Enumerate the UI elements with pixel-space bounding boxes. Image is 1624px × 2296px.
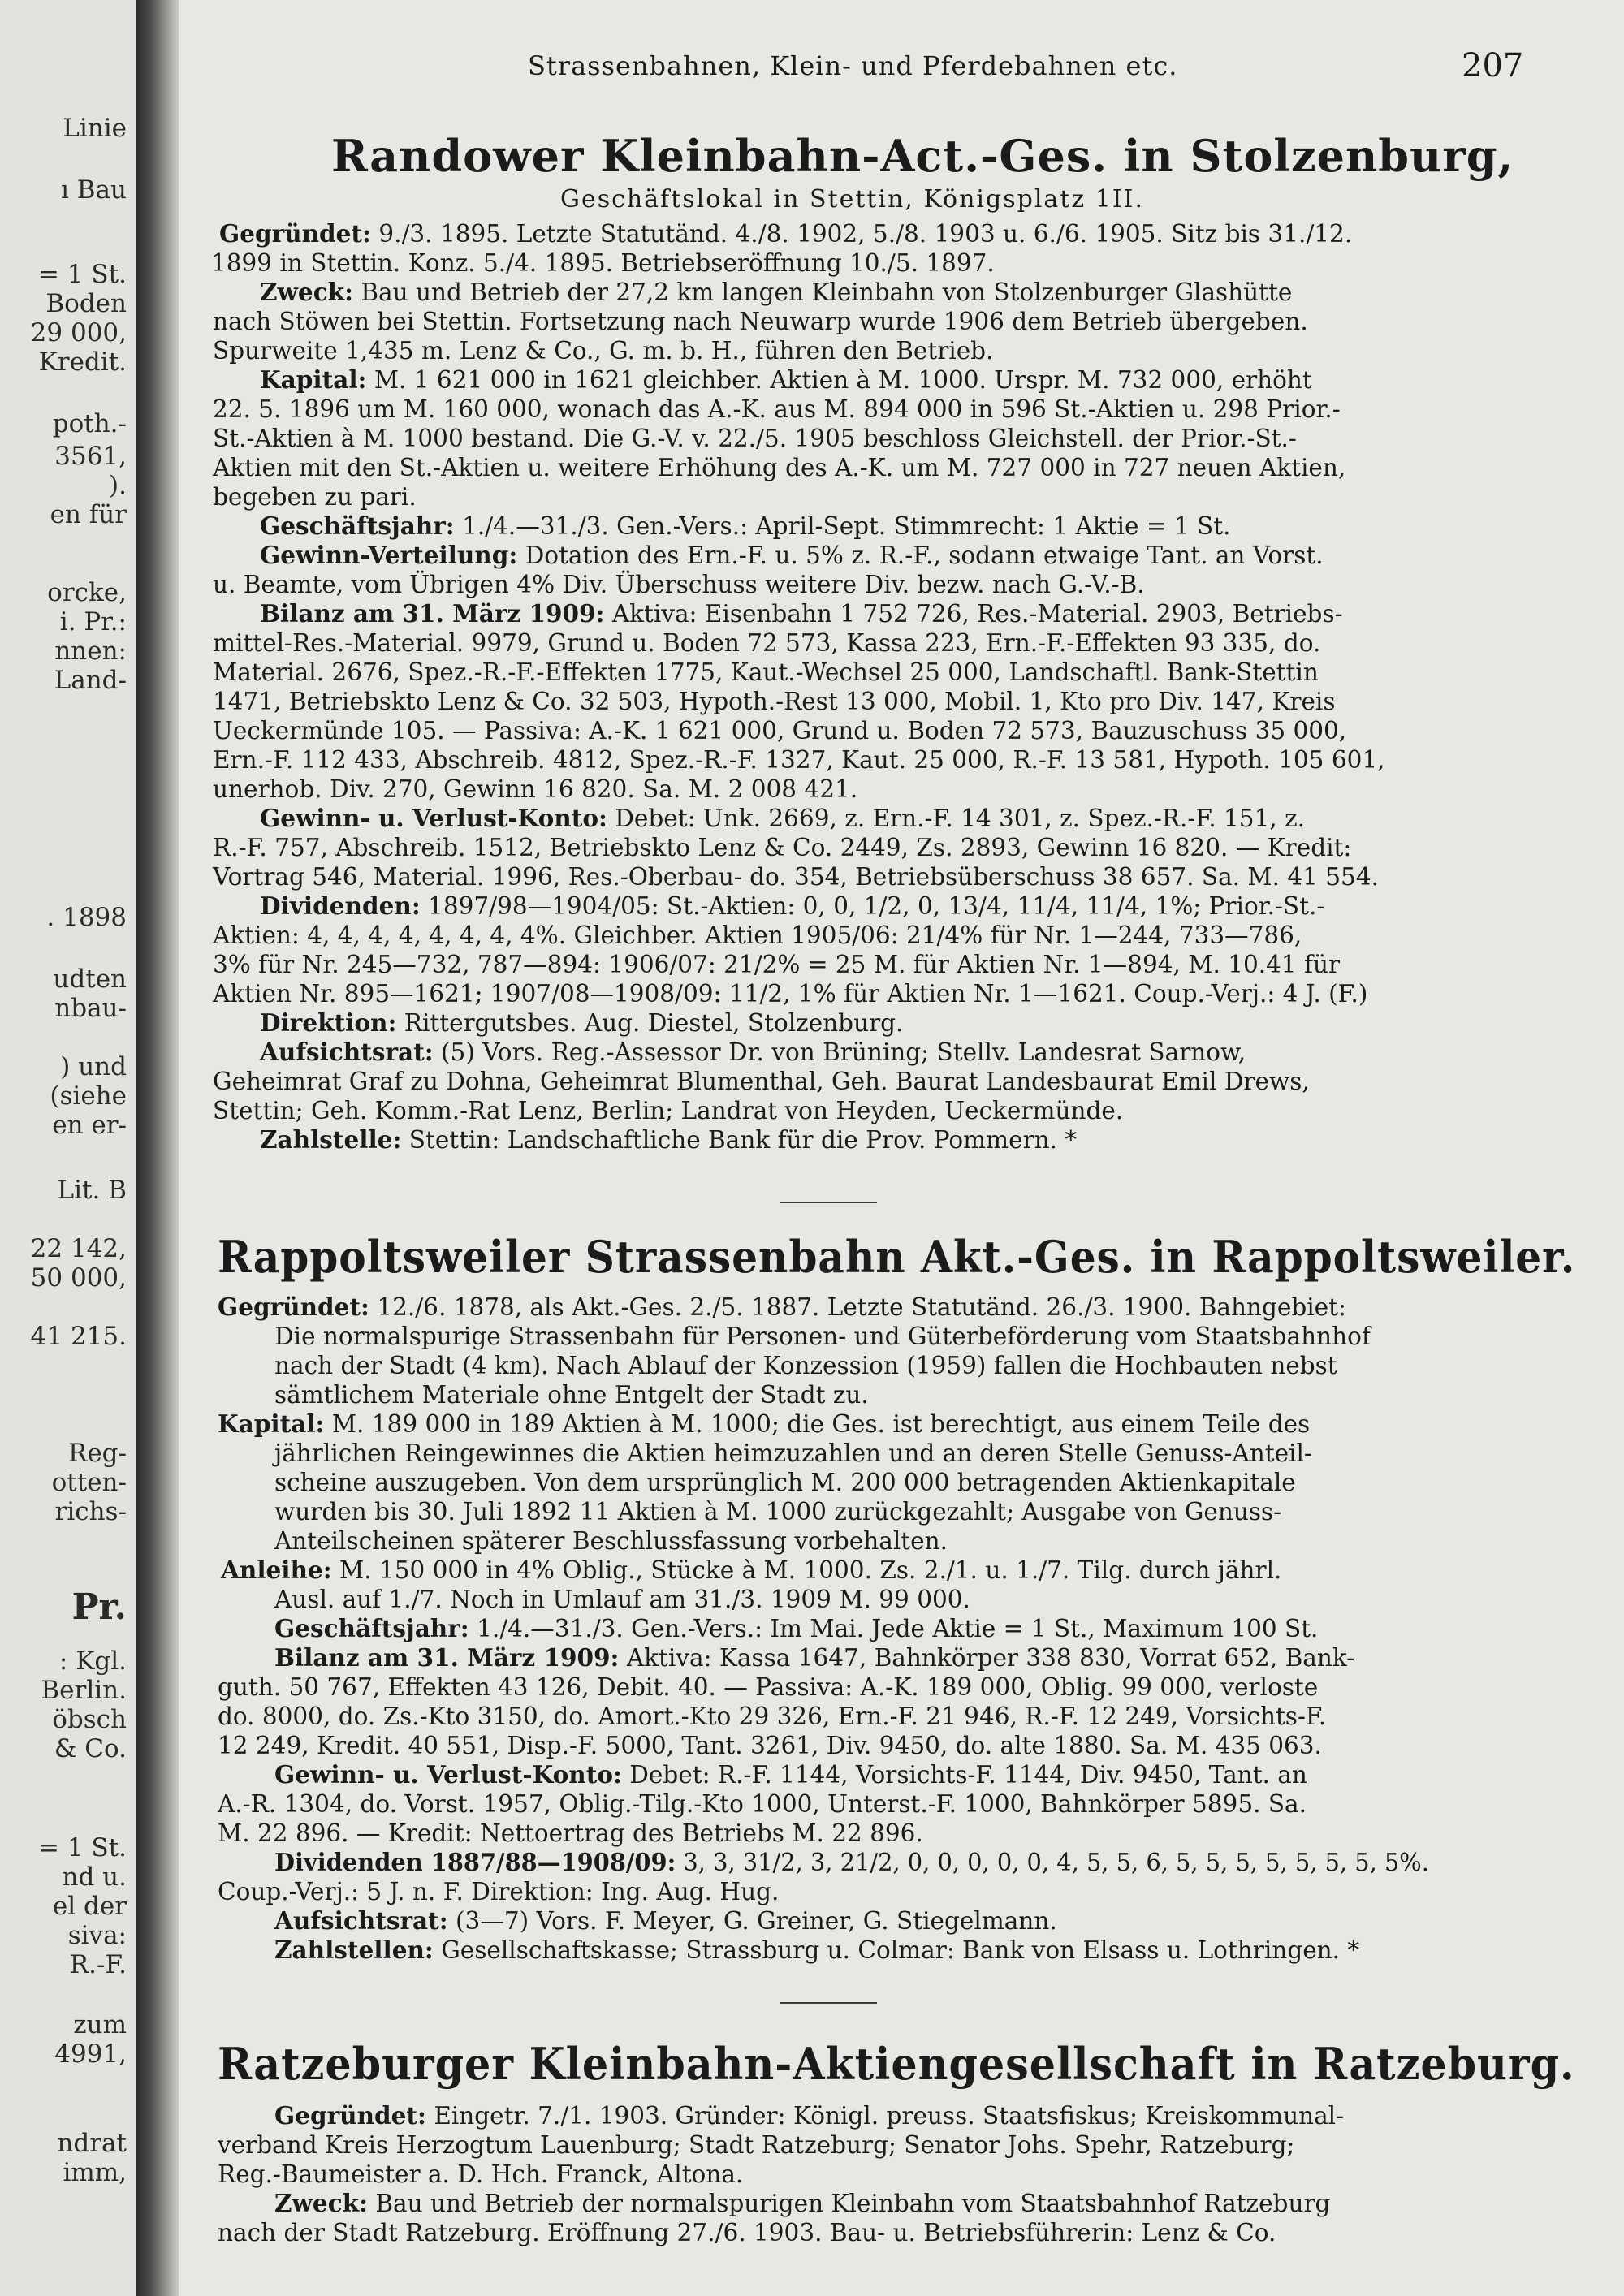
left-margin-line: nd u. [62, 1862, 127, 1892]
field-text: Stettin; Geh. Komm.-Rat Lenz, Berlin; Landrat von Heyden, Ueckermünde. [213, 1097, 1124, 1124]
body-line [213, 424, 1297, 453]
body-line [218, 1672, 1318, 1702]
field-label: Kapital: [218, 1409, 325, 1438]
left-margin-line: (siehe [50, 1081, 127, 1111]
field-label: Zweck: [274, 2189, 368, 2217]
field-text: begeben zu pari. [213, 483, 417, 511]
body-line [213, 950, 1340, 979]
company-heading: Ratzeburger Kleinbahn-Aktiengesellschaft in Ratzeburg. [218, 2038, 1575, 2090]
field-text: 9./3. 1895. Letzte Statutänd. 4./8. 1902, 5./8. 1903 u. 6./6. 1905. Sitz bis 31./12. [370, 220, 1353, 248]
field-text: M. 150 000 in 4% Oblig., Stücke à M. 1000. Zs. 2./1. u. 1./7. Tilg. durch jährl. [331, 1556, 1282, 1584]
section-divider [780, 1202, 877, 1203]
field-text: jährlichen Reingewinnes die Aktien heimzuzahlen und an deren Stelle Genuss-Anteil- [274, 1439, 1312, 1467]
left-margin-line: otten- [51, 1468, 127, 1497]
left-margin-line: richs- [54, 1497, 127, 1526]
field-text: Vortrag 546, Material. 1996, Res.-Oberbau- do. 354, Betriebsüberschuss 38 657. Sa. M. 41 554. [213, 863, 1379, 891]
field-text: Ausl. auf 1./7. Noch in Umlauf am 31./3. 1909 M. 99 000. [274, 1586, 970, 1613]
field-text: St.-Aktien à M. 1000 bestand. Die G.-V. v. 22./5. 1905 beschloss Gleichstell. der Prior.-St.- [213, 425, 1297, 452]
body-line [213, 979, 1367, 1008]
field-text: do. 8000, do. Zs.-Kto 3150, do. Amort.-Kto 29 326, Ern.-F. 21 946, R.-F. 12 249, Vorsichts-F. [218, 1703, 1327, 1730]
field-text: Spurweite 1,435 m. Lenz & Co., G. m. b. H., führen den Betrieb. [213, 337, 994, 365]
field-label: Gewinn-Verteilung: [260, 541, 518, 569]
body-line [274, 1614, 1318, 1643]
field-text: unerhob. Div. 270, Gewinn 16 820. Sa. M. 2 008 421. [213, 775, 858, 803]
left-margin-line: nbau- [54, 994, 127, 1023]
left-margin-line: : Kgl. [58, 1646, 127, 1676]
body-line [213, 687, 1336, 716]
field-text: Aktien mit den St.-Aktien u. weitere Erhöhung des A.-K. um M. 727 000 in 727 neuen Aktien, [213, 454, 1346, 481]
field-text: A.-R. 1304, do. Vorst. 1957, Oblig.-Tilg.-Kto 1000, Unterst.-F. 1000, Bahnkörper 5895. Sa. [218, 1790, 1307, 1818]
left-margin-line: R.-F. [69, 1950, 127, 1979]
field-text: Aktiva: Eisenbahn 1 752 726, Res.-Material. 2903, Betriebs- [604, 600, 1343, 628]
body-line [219, 219, 1352, 248]
left-margin-line: ). [109, 471, 127, 500]
body-line [274, 1848, 1429, 1877]
body-line [274, 2189, 1330, 2218]
body-line [218, 2218, 1276, 2247]
field-text: nach der Stadt (4 km). Nach Ablauf der Konzession (1959) fallen die Hochbauten nebst [274, 1352, 1337, 1379]
body-line [218, 1877, 779, 1906]
body-line [260, 365, 1312, 395]
left-margin-line: nnen: [54, 637, 127, 666]
body-line [260, 804, 1305, 833]
left-margin-line: 50 000, [30, 1263, 127, 1293]
body-line [260, 278, 1292, 307]
field-text: Gesellschaftskasse; Strassburg u. Colmar: Bank von Elsass u. Lothringen. * [433, 1936, 1360, 1964]
body-line [218, 1409, 1310, 1439]
left-margin-line: ı Bau [61, 175, 127, 205]
body-line [218, 2130, 1294, 2160]
company-heading: Randower Kleinbahn-Act.-Ges. in Stolzenburg, [331, 130, 1514, 182]
field-text: nach der Stadt Ratzeburg. Eröffnung 27./6. 1903. Bau- u. Betriebsführerin: Lenz & Co. [218, 2219, 1276, 2246]
body-line [213, 833, 1351, 862]
left-margin-line: Reg- [67, 1439, 127, 1468]
field-label: Gegründet: [219, 219, 371, 248]
field-text: nach Stöwen bei Stettin. Fortsetzung nach Neuwarp wurde 1906 dem Betrieb übergeben. [213, 308, 1308, 335]
left-page-fragment [0, 0, 136, 2296]
body-line [213, 775, 857, 804]
body-line [218, 2160, 743, 2189]
left-margin-line: Boden [45, 289, 127, 318]
field-text: Aktien: 4, 4, 4, 4, 4, 4, 4, 4%. Gleichber. Aktien 1905/06: 21/4% für Nr. 1—244, 733—786, [213, 921, 1302, 949]
left-margin-line: poth.- [52, 409, 127, 438]
field-label: Bilanz am 31. März 1909: [260, 599, 605, 628]
body-line [274, 1322, 1371, 1351]
body-line [274, 2101, 1344, 2130]
body-line [260, 511, 1231, 541]
body-line [213, 628, 1320, 658]
body-line [213, 395, 1341, 424]
body-line [260, 599, 1343, 628]
body-line [274, 1585, 970, 1614]
left-margin-line: zum [73, 2010, 127, 2039]
page-number: 207 [1462, 47, 1524, 84]
field-label: Gegründet: [274, 2101, 426, 2130]
left-margin-line: Lit. B [57, 1176, 127, 1205]
left-margin-line: Berlin. [41, 1676, 127, 1705]
field-text: Eingetr. 7./1. 1903. Gründer: Königl. preuss. Staatsfiskus; Kreiskommunal- [425, 2102, 1345, 2130]
field-text: mittel-Res.-Material. 9979, Grund u. Boden 72 573, Kassa 223, Ern.-F.-Effekten 93 335, do. [213, 629, 1321, 657]
body-line [213, 1096, 1123, 1125]
left-margin-line: en für [50, 500, 127, 529]
left-margin-line: 3561, [54, 442, 127, 471]
field-text: Aktien Nr. 895—1621; 1907/08—1908/09: 11/2, 1% für Aktien Nr. 1—1621. Coup.-Verj.: 4 J. (F.) [213, 980, 1368, 1008]
field-text: M. 1 621 000 in 1621 gleichber. Aktien à M. 1000. Urspr. M. 732 000, erhöht [366, 366, 1312, 394]
left-margin-line: 4991, [54, 2039, 127, 2069]
field-text: Rittergutsbes. Aug. Diestel, Stolzenburg. [396, 1009, 904, 1037]
field-text: Anteilscheinen späterer Beschlussfassung vorbehalten. [274, 1527, 948, 1555]
field-text: Aktiva: Kassa 1647, Bahnkörper 338 830, Vorrat 652, Bank- [619, 1644, 1355, 1672]
field-label: Zahlstellen: [274, 1936, 434, 1964]
field-text: Material. 2676, Spez.-R.-F.-Effekten 1775, Kaut.-Wechsel 25 000, Landschaftl. Bank-Stettin [213, 658, 1319, 686]
field-label: Anleihe: [221, 1556, 332, 1584]
page [179, 0, 1624, 2296]
left-margin-line: 22 142, [30, 1234, 127, 1263]
field-text: verband Kreis Herzogtum Lauenburg; Stadt Ratzeburg; Senator Johs. Spehr, Ratzeburg; [218, 2131, 1295, 2159]
field-text: 1471, Betriebskto Lenz & Co. 32 503, Hypoth.-Rest 13 000, Mobil. 1, Kto pro Div. 147, Kreis [213, 688, 1336, 715]
field-label: Gegründet: [218, 1293, 369, 1321]
field-text: Ern.-F. 112 433, Abschreib. 4812, Spez.-R.-F. 1327, Kaut. 25 000, R.-F. 13 581, Hypoth. 105 601, [213, 746, 1385, 774]
field-text: sämtlichem Materiale ohne Entgelt der Stadt zu. [274, 1381, 869, 1409]
field-text: 12./6. 1878, als Akt.-Ges. 2./5. 1887. Letzte Statutänd. 26./3. 1900. Bahngebiet: [369, 1293, 1346, 1321]
body-line [218, 1731, 1322, 1760]
field-label: Dividenden: [260, 891, 421, 920]
field-text: 1./4.—31./3. Gen.-Vers.: April-Sept. Stimmrecht: 1 Aktie = 1 St. [454, 512, 1231, 540]
body-line [260, 891, 1324, 921]
field-text: 1897/98—1904/05: St.-Aktien: 0, 0, 1/2, 0, 13/4, 11/4, 11/4, 1%; Prior.-St.- [420, 892, 1325, 920]
left-margin-line: udten [53, 965, 127, 994]
body-line [213, 745, 1385, 775]
field-text: Ueckermünde 105. — Passiva: A.-K. 1 621 000, Grund u. Boden 72 573, Bauzuschuss 35 000, [213, 717, 1347, 744]
field-text: u. Beamte, vom Übrigen 4% Div. Überschuss weitere Div. bezw. nach G.-V.-B. [213, 571, 1145, 598]
body-line [218, 1789, 1307, 1819]
body-line [274, 1497, 1281, 1526]
field-text: scheine auszugeben. Von dem ursprünglich M. 200 000 betragenden Aktienkapitale [274, 1469, 1296, 1496]
field-text: Coup.-Verj.: 5 J. n. F. Direktion: Ing. Aug. Hug. [218, 1878, 780, 1905]
body-line [213, 482, 417, 511]
left-margin-line: = 1 St. [38, 1833, 127, 1862]
field-text: M. 22 896. — Kredit: Nettoertrag des Betriebs M. 22 896. [218, 1819, 923, 1847]
section-divider [780, 2002, 877, 2004]
field-text: M. 189 000 in 189 Aktien à M. 1000; die Ges. ist berechtigt, aus einem Teile des [324, 1410, 1311, 1438]
field-text: Geheimrat Graf zu Dohna, Geheimrat Blumenthal, Geh. Baurat Landesbaurat Emil Drews, [213, 1068, 1310, 1095]
body-line [213, 921, 1302, 950]
field-text: 1899 in Stettin. Konz. 5./4. 1895. Betriebseröffnung 10./5. 1897. [211, 249, 995, 277]
body-line [274, 1351, 1337, 1380]
body-line [260, 1008, 903, 1038]
field-text: Bau und Betrieb der 27,2 km langen Kleinbahn von Stolzenburger Glashütte [353, 278, 1293, 306]
body-line [221, 1556, 1281, 1585]
field-text: Debet: R.-F. 1144, Vorsichts-F. 1144, Div. 9450, Tant. an [621, 1761, 1307, 1789]
body-line [274, 1380, 869, 1409]
body-line [218, 1819, 923, 1848]
left-margin-line: en er- [52, 1111, 127, 1140]
body-line [213, 570, 1145, 599]
field-text: 1./4.—31./3. Gen.-Vers.: Im Mai. Jede Aktie = 1 St., Maximum 100 St. [469, 1615, 1319, 1642]
left-margin-line: . 1898 [46, 903, 127, 932]
left-margin-line: & Co. [54, 1734, 127, 1763]
field-text: Reg.-Baumeister a. D. Hch. Franck, Altona. [218, 2160, 744, 2188]
body-line [213, 453, 1345, 482]
field-label: Bilanz am 31. März 1909: [274, 1643, 620, 1672]
field-text: Debet: Unk. 2669, z. Ern.-F. 14 301, z. Spez.-R.-F. 151, z. [607, 805, 1306, 832]
left-margin-line: i. Pr.: [59, 607, 127, 637]
field-text: 3% für Nr. 245—732, 787—894: 1906/07: 21/2% = 25 M. für Aktien Nr. 1—894, M. 10.41 für [213, 951, 1341, 978]
field-text: guth. 50 767, Effekten 43 126, Debit. 40. — Passiva: A.-K. 189 000, Oblig. 99 000, verloste [218, 1673, 1319, 1701]
company-subheading: Geschäftslokal in Stettin, Königsplatz 1II. [560, 185, 1145, 214]
left-margin-line: 41 215. [30, 1322, 127, 1351]
field-text: Dotation des Ern.-F. u. 5% z. R.-F., sodann etwaige Tant. an Vorst. [517, 542, 1324, 569]
left-margin-line: imm, [63, 2158, 127, 2187]
body-line [213, 862, 1379, 891]
body-line [213, 1067, 1310, 1096]
body-line [218, 1702, 1326, 1731]
field-label: Aufsichtsrat: [274, 1906, 448, 1935]
field-text: (5) Vors. Reg.-Assessor Dr. von Brüning; Stellv. Landesrat Sarnow, [433, 1038, 1246, 1066]
body-line [274, 1760, 1307, 1789]
field-text: wurden bis 30. Juli 1892 11 Aktien à M. 1000 zurückgezahlt; Ausgabe von Genuss- [274, 1498, 1282, 1526]
field-text: Bau und Betrieb der normalspurigen Kleinbahn vom Staatsbahnhof Ratzeburg [368, 2190, 1331, 2217]
field-label: Kapital: [260, 365, 367, 394]
body-line [213, 336, 993, 365]
body-line [213, 307, 1308, 336]
book-gutter [136, 0, 179, 2296]
field-text: 22. 5. 1896 um M. 160 000, wonach das A.-K. aus M. 894 000 in 596 St.-Aktien u. 298 Prior.- [213, 395, 1341, 423]
left-margin-line: 29 000, [30, 318, 127, 347]
field-text: 3, 3, 31/2, 3, 21/2, 0, 0, 0, 0, 0, 4, 5, 5, 6, 5, 5, 5, 5, 5, 5, 5, 5%. [676, 1849, 1429, 1876]
body-line [274, 1906, 1057, 1936]
body-line [274, 1936, 1359, 1965]
left-margin-line: siva: [67, 1921, 127, 1950]
left-margin-line: Land- [54, 666, 127, 695]
left-margin-line: Kredit. [38, 347, 127, 377]
body-line [274, 1526, 948, 1556]
body-line [213, 716, 1346, 745]
left-margin-line: Pr. [71, 1586, 127, 1628]
field-label: Geschäftsjahr: [260, 511, 455, 540]
body-line [274, 1439, 1312, 1468]
left-margin-line: orcke, [47, 578, 127, 607]
left-margin-line: = 1 St. [38, 260, 127, 289]
left-margin-line: Linie [63, 114, 127, 143]
body-line [260, 1038, 1246, 1067]
company-heading: Rappoltsweiler Strassenbahn Akt.-Ges. in Rappoltsweiler. [218, 1231, 1576, 1283]
left-margin-line: el der [52, 1892, 127, 1921]
field-label: Dividenden 1887/88—1908/09: [274, 1848, 676, 1876]
body-line [274, 1643, 1354, 1672]
left-margin-line: ndrat [57, 2129, 127, 2158]
body-line [213, 658, 1319, 687]
left-margin-line: ) und [60, 1052, 127, 1081]
field-text: R.-F. 757, Abschreib. 1512, Betriebskto Lenz & Co. 2449, Zs. 2893, Gewinn 16 820. — Kredit: [213, 834, 1352, 861]
field-label: Direktion: [260, 1008, 397, 1037]
field-label: Zahlstelle: [260, 1125, 402, 1154]
body-line [274, 1468, 1296, 1497]
body-line [218, 1293, 1346, 1322]
field-label: Geschäftsjahr: [274, 1614, 469, 1642]
field-text: Stettin: Landschaftliche Bank für die Prov. Pommern. * [401, 1126, 1078, 1154]
body-line [211, 248, 995, 278]
field-label: Gewinn- u. Verlust-Konto: [274, 1760, 622, 1789]
field-label: Gewinn- u. Verlust-Konto: [260, 804, 607, 832]
running-head: Strassenbahnen, Klein- und Pferdebahnen etc. [528, 50, 1178, 81]
field-text: (3—7) Vors. F. Meyer, G. Greiner, G. Stiegelmann. [447, 1907, 1057, 1935]
field-label: Aufsichtsrat: [260, 1038, 434, 1066]
field-text: Die normalspurige Strassenbahn für Personen- und Güterbeförderung vom Staatsbahnhof [274, 1323, 1371, 1350]
left-margin-line: öbsch [52, 1705, 127, 1734]
field-label: Zweck: [260, 278, 353, 306]
body-line [260, 1125, 1077, 1154]
field-text: 12 249, Kredit. 40 551, Disp.-F. 5000, Tant. 3261, Div. 9450, do. alte 1880. Sa. M. 435 063. [218, 1732, 1322, 1759]
body-line [260, 541, 1324, 570]
